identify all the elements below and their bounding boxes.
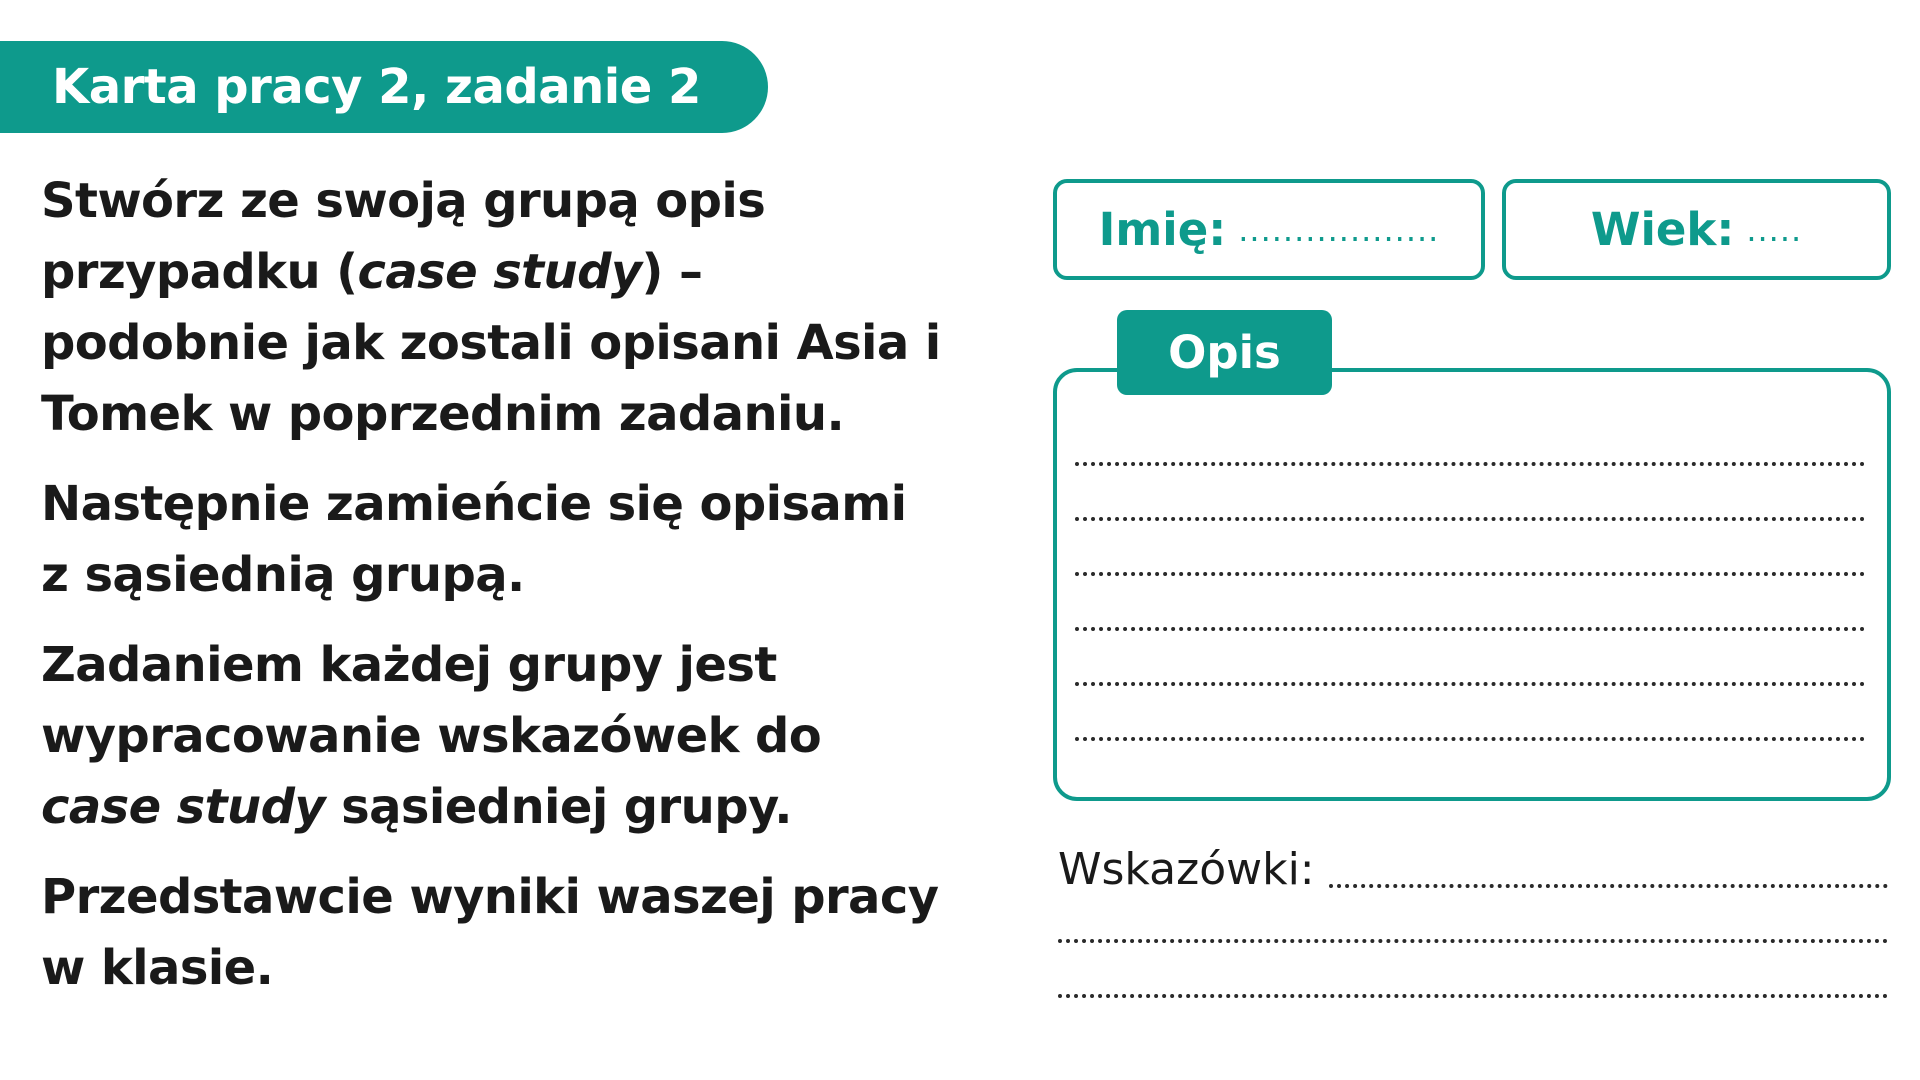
instruction-paragraph-4: Przedstawcie wyniki waszej pracy w klasie.	[41, 869, 939, 996]
task-instructions	[41, 166, 941, 1004]
description-writing-line[interactable]	[1075, 572, 1865, 576]
instruction-paragraph-1: Stwórz ze swoją grupą opis przypadku (case study) – podobnie jak zostali opisani Asia i Tomek w poprzednim zadaniu.	[41, 173, 941, 442]
age-field-blank: .....	[1746, 210, 1803, 249]
case-study-term: case study	[41, 779, 326, 835]
hints-row	[1058, 844, 1888, 896]
description-writing-line[interactable]	[1075, 737, 1865, 741]
age-field-label: Wiek:	[1590, 203, 1735, 256]
description-tab-label: Opis	[1168, 326, 1281, 379]
instruction-paragraph-3: Zadaniem każdej grupy jest wypracowanie wskazówek do case study sąsiedniej grupy.	[41, 637, 822, 835]
case-study-term: case study	[357, 244, 642, 300]
hints-label: Wskazówki:	[1058, 844, 1315, 895]
description-writing-line[interactable]	[1075, 682, 1865, 686]
name-field-blank: ..................	[1238, 210, 1440, 249]
hints-writing-line[interactable]	[1329, 884, 1888, 888]
description-tab	[1117, 310, 1332, 395]
description-writing-line[interactable]	[1075, 517, 1865, 521]
hints-writing-line[interactable]	[1058, 994, 1888, 998]
worksheet-title: Karta pracy 2, zadanie 2	[52, 59, 701, 115]
description-writing-line[interactable]	[1075, 462, 1865, 466]
name-field-label: Imię:	[1098, 203, 1227, 256]
hints-writing-line[interactable]	[1058, 939, 1888, 943]
worksheet-header-banner	[0, 41, 768, 133]
description-writing-line[interactable]	[1075, 627, 1865, 631]
age-field[interactable]	[1502, 179, 1891, 280]
instruction-paragraph-2: Następnie zamieńcie się opisami z sąsiednią grupą.	[41, 476, 907, 603]
name-field[interactable]	[1053, 179, 1485, 280]
